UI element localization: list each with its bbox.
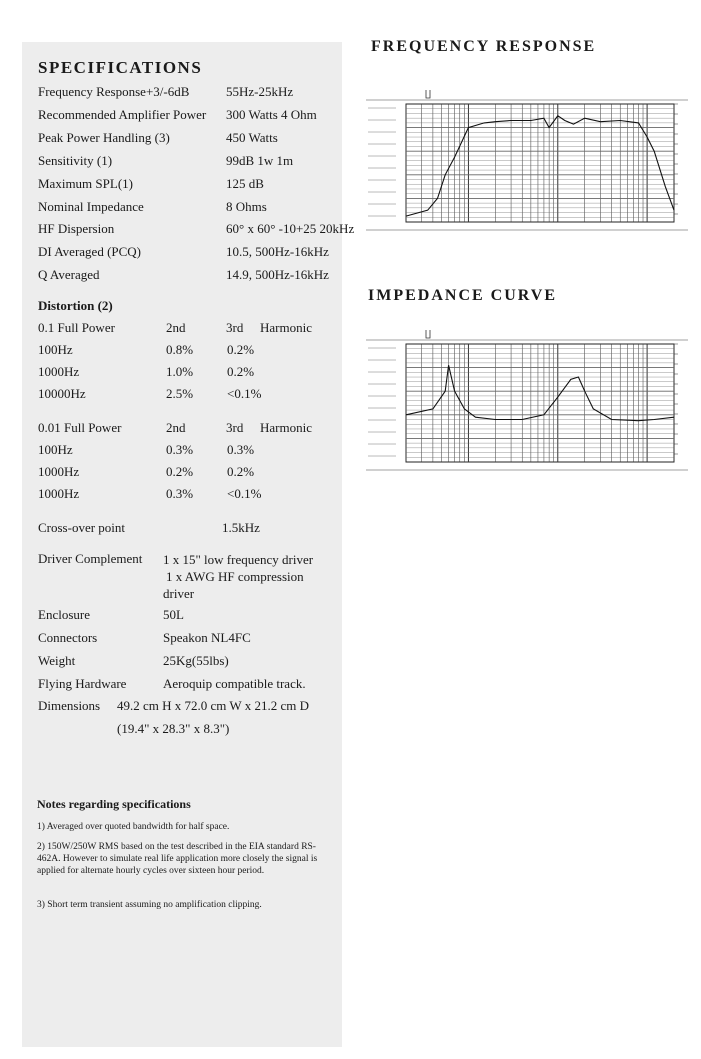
distortion-cell: 2.5% — [166, 386, 194, 401]
detail-label: Flying Hardware — [38, 676, 127, 691]
driver-line: 1 x 15" low frequency driver — [163, 552, 314, 567]
spec-label: DI Averaged (PCQ) — [38, 244, 142, 260]
distortion-header-cell: 2nd — [166, 320, 186, 335]
distortion-cell: 0.2% — [227, 364, 255, 379]
distortion-cell: 1000Hz — [38, 364, 80, 379]
pen-marker — [426, 330, 430, 338]
notes-title: Notes regarding specifications — [37, 797, 191, 811]
distortion-cell: 0.2% — [227, 342, 255, 357]
distortion-header-cell: 3rd — [226, 320, 244, 335]
spec-label: Recommended Amplifier Power — [38, 106, 207, 122]
series-line — [406, 116, 674, 216]
spec-value: 55Hz-25kHz — [226, 84, 294, 99]
distortion-header-cell: Harmonic — [260, 420, 312, 435]
distortion-cell: 1000Hz — [38, 486, 80, 501]
spec-label: Q Averaged — [38, 267, 100, 283]
pen-marker — [426, 90, 430, 98]
spec-value: 14.9, 500Hz-16kHz — [226, 267, 329, 283]
dimensions-label: Dimensions — [38, 698, 101, 713]
detail-label: Weight — [38, 653, 76, 668]
distortion-cell: 100Hz — [38, 342, 73, 357]
impedance-curve-chart — [366, 330, 688, 485]
detail-label: Enclosure — [38, 607, 90, 622]
driver-complement-label: Driver Complement — [38, 551, 143, 566]
driver-line: driver — [163, 586, 195, 601]
spec-value: 10.5, 500Hz-16kHz — [226, 244, 329, 260]
detail-label: Connectors — [38, 630, 98, 645]
spec-label: Frequency Response+3/-6dB — [38, 84, 190, 99]
distortion-header-cell: 2nd — [166, 420, 186, 435]
detail-value: 25Kg(55lbs) — [163, 653, 229, 668]
spec-label: Maximum SPL(1) — [38, 175, 133, 191]
spec-label: HF Dispersion — [38, 221, 115, 237]
spec-value: 450 Watts — [226, 129, 278, 145]
distortion-cell: 1000Hz — [38, 464, 80, 479]
distortion-cell: 10000Hz — [38, 386, 86, 401]
distortion-cell: 0.3% — [227, 442, 255, 457]
spec-value: 99dB 1w 1m — [226, 152, 294, 168]
spec-value: 60° x 60° -10+25 20kHz — [226, 221, 355, 237]
detail-value: Aeroquip compatible track. — [163, 676, 306, 691]
crossover-label: Cross-over point — [38, 520, 126, 535]
frequency-response-chart — [366, 90, 688, 245]
note-item: 2) 150W/250W RMS based on the test described in the EIA standard RS-462A. However to simulate real life application more closely the signal is applied for alternate hourly cycles over sixteen hour period. — [37, 842, 318, 876]
crossover-value: 1.5kHz — [222, 520, 260, 535]
driver-complement-value — [163, 551, 313, 602]
distortion-header-cell: Harmonic — [260, 320, 312, 335]
distortion-cell: 0.3% — [166, 442, 194, 457]
specifications-panel — [22, 42, 342, 1047]
distortion-cell: 0.3% — [166, 486, 194, 501]
series-line — [406, 365, 674, 421]
distortion-cell: <0.1% — [227, 486, 262, 501]
distortion-cell: 100Hz — [38, 442, 73, 457]
distortion-cell: 1.0% — [166, 364, 194, 379]
plot-frame — [406, 344, 674, 462]
distortion-header-cell: 0.1 Full Power — [38, 320, 115, 335]
detail-value: 50L — [163, 607, 184, 622]
spec-label: Peak Power Handling (3) — [38, 129, 170, 145]
spec-label: Sensitivity (1) — [38, 152, 113, 168]
distortion-cell: 0.8% — [166, 342, 194, 357]
spec-value: 300 Watts 4 Ohm — [226, 106, 317, 122]
note-item: 1) Averaged over quoted bandwidth for half space. — [37, 822, 230, 832]
distortion-header-cell: 0.01 Full Power — [38, 420, 122, 435]
spec-label: Nominal Impedance — [38, 198, 144, 214]
distortion-cell: 0.2% — [227, 464, 255, 479]
driver-line: 1 x AWG HF compression — [166, 569, 304, 584]
distortion-title: Distortion (2) — [38, 298, 113, 313]
distortion-header-cell: 3rd — [226, 420, 244, 435]
impedance-curve-title: IMPEDANCE CURVE — [368, 287, 557, 304]
spec-value: 125 dB — [226, 175, 264, 191]
distortion-cell: <0.1% — [227, 386, 262, 401]
note-item: 3) Short term transient assuming no amplification clipping. — [37, 900, 262, 910]
frequency-response-title: FREQUENCY RESPONSE — [371, 38, 597, 55]
specifications-title: SPECIFICATIONS — [38, 58, 203, 77]
distortion-cell: 0.2% — [166, 464, 194, 479]
dimensions-imperial: (19.4" x 28.3" x 8.3") — [117, 721, 230, 736]
plot-frame — [406, 104, 674, 222]
spec-value: 8 Ohms — [226, 198, 267, 214]
detail-value: Speakon NL4FC — [163, 630, 251, 645]
dimensions-value: 49.2 cm H x 72.0 cm W x 21.2 cm D — [117, 698, 309, 713]
